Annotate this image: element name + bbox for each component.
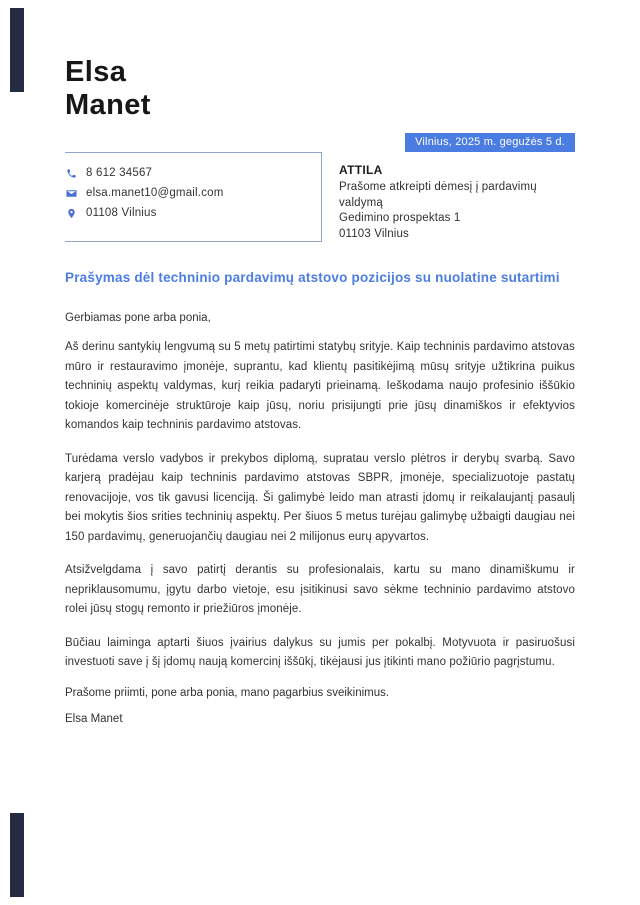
contact-address-row — [65, 207, 321, 219]
recipient-block — [322, 152, 575, 242]
recipient-attention-line: Prašome atkreipti dėmesį į pardavimų valdymą — [339, 181, 537, 209]
date-badge: Vilnius, 2025 m. gegužės 5 d. — [405, 133, 575, 152]
body-paragraph-4: Būčiau laiminga aptarti šiuos įvairius dalykus su jumis per pokalbį. Motyvuota ir pasiruošusi investuoti save į šį įdomų naują komercinį iššūkį, tikėjausi jus įtikinti mano požiūrio pagrįstumu. — [65, 636, 575, 668]
recipient-city: 01103 Vilnius — [339, 227, 409, 240]
letter-content — [65, 0, 575, 725]
closing-line: Prašome priimti, pone arba ponia, mano pagarbius sveikinimus. — [65, 686, 390, 699]
email-value: elsa.manet10@gmail.com — [86, 187, 224, 199]
date-badge-row — [65, 133, 575, 152]
sender-last-name: Manet — [65, 89, 151, 121]
salutation: Gerbiamas pone arba ponia, — [65, 312, 211, 324]
phone-icon — [65, 167, 77, 179]
phone-value: 8 612 34567 — [86, 167, 153, 179]
contact-phone-row — [65, 167, 321, 179]
recipient-street: Gedimino prospektas 1 — [339, 212, 461, 224]
body-paragraph-2: Turėdama verslo vadybos ir prekybos diplomą, supratau verslo plėtros ir derybų svarbą. Savo karjerą pradėjau kaip techninis pardavimo atstovas SBPR, įmonėje, specializuotoje pastatų renovacijoje, vos tik gavusi licenciją. Ši galimybė leido man atrasti įdomų ir reikalaujantį pasaulį bei mokytis šios srities techninių aspektų. Per šiuos 5 metus turėjau galimybę užbaigti daugiau nei 150 pardavimų, generuojančių daugiau nei 2 milijonus eurų apyvartos. — [65, 452, 575, 543]
letter-header — [65, 152, 575, 242]
signature: Elsa Manet — [65, 712, 123, 725]
address-value: 01108 Vilnius — [86, 207, 157, 219]
letter-subject: Prašymas dėl techninio pardavimų atstovo pozicijos su nuolatine sutartimi — [65, 270, 560, 285]
body-paragraph-1: Aš derinu santykių lengvumą su 5 metų patirtimi statybų srityje. Kaip techninis pardavimo atstovas mūro ir restauravimo įmonėje, suprantu, kad klientų pasitikėjimą mūsų srityje užtikrina puikus techninių aspektų valdymas, kurį reikia padaryti prieinamą. Ieškodama naujo profesinio iššūkio tokioje komercinėje struktūroje kaip jūsų, noriu prisijungti prie jūsų dinamiškos ir efektyvios komandos kaip techninis pardavimo atstovas. — [65, 341, 575, 431]
body-paragraph-3: Atsižvelgdama į savo patirtį derantis su profesionalais, kartu su mano dinamiškumu ir nepriklausomumu, įgytu darbo vietoje, esu įsitikinusi savo sėkme techninio pardavimo atstovo rolei jūsų stogų remonto ir priežiūros įmonėje. — [65, 564, 575, 615]
sender-first-name: Elsa — [65, 56, 127, 88]
recipient-name: ATTILA — [339, 163, 383, 177]
page-title — [65, 56, 575, 122]
top-left-accent-bar — [10, 8, 24, 92]
contact-email-row — [65, 187, 321, 199]
mail-icon — [65, 187, 77, 199]
bottom-left-accent-bar — [10, 813, 24, 897]
contact-block — [65, 152, 321, 242]
location-icon — [65, 207, 77, 219]
